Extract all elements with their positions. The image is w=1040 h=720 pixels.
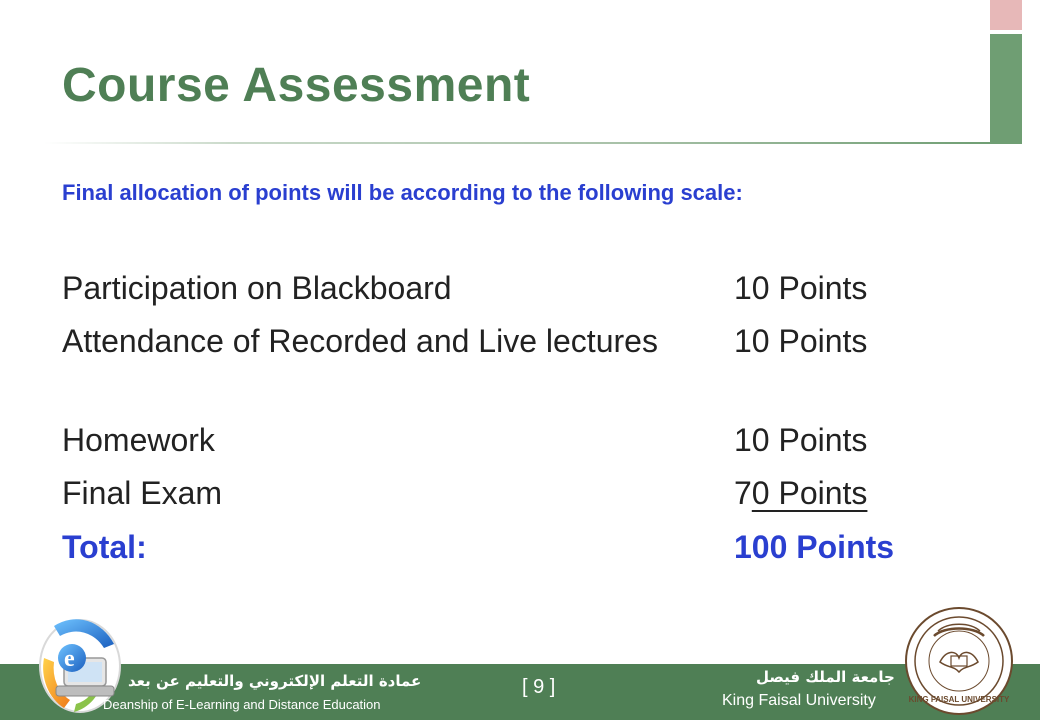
points-prefix: 7 — [734, 475, 752, 511]
assessment-label: Attendance of Recorded and Live lectures — [62, 323, 658, 359]
assessment-points: 10 Points — [734, 422, 868, 458]
assessment-row — [62, 323, 962, 363]
assessment-label: Participation on Blackboard — [62, 270, 452, 306]
assessment-label: Final Exam — [62, 475, 223, 511]
assessment-row — [62, 422, 962, 462]
total-points: 100 Points — [734, 529, 895, 565]
assessment-row — [62, 475, 962, 515]
svg-text:e: e — [64, 646, 75, 672]
deanship-english-name: Deanship of E-Learning and Distance Education — [103, 697, 381, 712]
page-number: [ 9 ] — [522, 676, 556, 698]
accent-bar-green — [990, 34, 1022, 144]
university-seal-icon — [904, 606, 1014, 716]
total-row — [62, 529, 962, 569]
title-divider — [44, 142, 994, 144]
assessment-points: 10 Points — [734, 323, 868, 359]
total-label: Total: — [62, 529, 147, 565]
seal-text: KING FAISAL UNIVERSITY — [908, 695, 1010, 704]
deanship-arabic-name: عمادة التعلم الإلكتروني والتعليم عن بعد — [128, 672, 422, 690]
university-arabic-name: جامعة الملك فيصل — [756, 668, 895, 686]
assessment-label: Homework — [62, 422, 215, 458]
assessment-points — [734, 475, 867, 512]
points-underlined: 0 Points — [751, 475, 868, 511]
assessment-row — [62, 270, 962, 310]
assessment-points: 10 Points — [734, 270, 868, 306]
accent-bar-pink — [990, 0, 1022, 30]
slide-subtitle: Final allocation of points will be according to the following scale: — [62, 180, 743, 205]
university-english-name: King Faisal University — [722, 692, 876, 709]
slide-title: Course Assessment — [62, 59, 531, 112]
